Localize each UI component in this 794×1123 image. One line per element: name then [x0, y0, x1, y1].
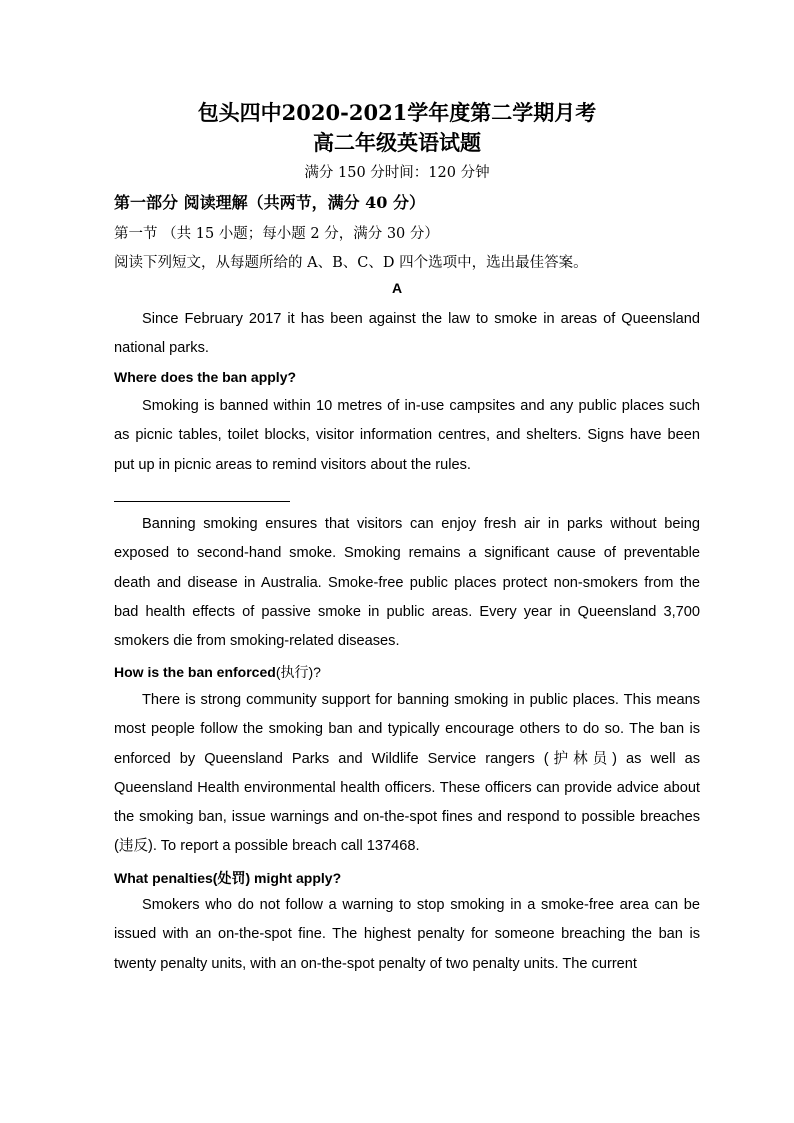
paragraph-4: There is strong community support for banning smoking in public places. This means most people follow the smoking ban and typically encourage others to do so. The ban is enforced by Queensland Parks and Wildlife Service rangers (护林员) as well as Queensland Health environmental health officers. These officers can provide advice about the smoking ban, issue warnings and on-the-spot fines and respond to possible breaches (违反). To report a possible breach call 137468.: [114, 692, 700, 855]
paragraph-1: Since February 2017 it has been against the law to smoke in areas of Queensland national parks.: [114, 311, 700, 357]
subheading-where: Where does the ban apply?: [114, 369, 297, 385]
paragraph-5: Smokers who do not follow a warning to stop smoking in a smoke-free area can be issued with an on-the-spot fine. The highest penalty for someone breaching the ban is twenty penalty units, with an on-the-spot penalty of two penalty units. The current: [114, 897, 700, 972]
paragraph-2: Smoking is banned within 10 metres of in-use campsites and any public places such as picnic tables, toilet blocks, visitor information centres, and shelters. Signs have been put up in picnic areas to remind visitors about the rules.: [114, 398, 700, 473]
instruction-text: 阅读下列短文，从每题所给的 A、B、C、D 四个选项中，选出最佳答案。: [114, 255, 588, 271]
passage-letter: A: [391, 280, 403, 296]
subheading-how-note: (执行)?: [275, 664, 321, 680]
part-title: 第一部分 阅读理解（共两节，满分 40 分）: [114, 193, 425, 212]
subheading-penalties: What penalties(处罚) might apply?: [114, 870, 342, 886]
score-time-line: 满分 150 分时间：120 分钟: [304, 165, 490, 181]
section-title: 第一节 （共 15 小题；每小题 2 分，满分 30 分）: [114, 226, 439, 242]
subheading-how: [114, 662, 321, 682]
subheading-how-text: How is the ban enforced: [114, 664, 276, 680]
answer-blank-line: [114, 501, 290, 502]
paragraph-3: Banning smoking ensures that visitors can enjoy fresh air in parks without being exposed to second-hand smoke. Smoking remains a significant cause of preventable death and disease in Australia. Smoke-free public places protect non-smokers from the bad health effects of passive smoke in public areas. Every year in Queensland 3,700 smokers die from smoking-related diseases.: [114, 516, 700, 650]
school-title: 包头四中2020-2021学年度第二学期月考: [197, 100, 597, 125]
exam-title: 高二年级英语试题: [313, 130, 481, 155]
